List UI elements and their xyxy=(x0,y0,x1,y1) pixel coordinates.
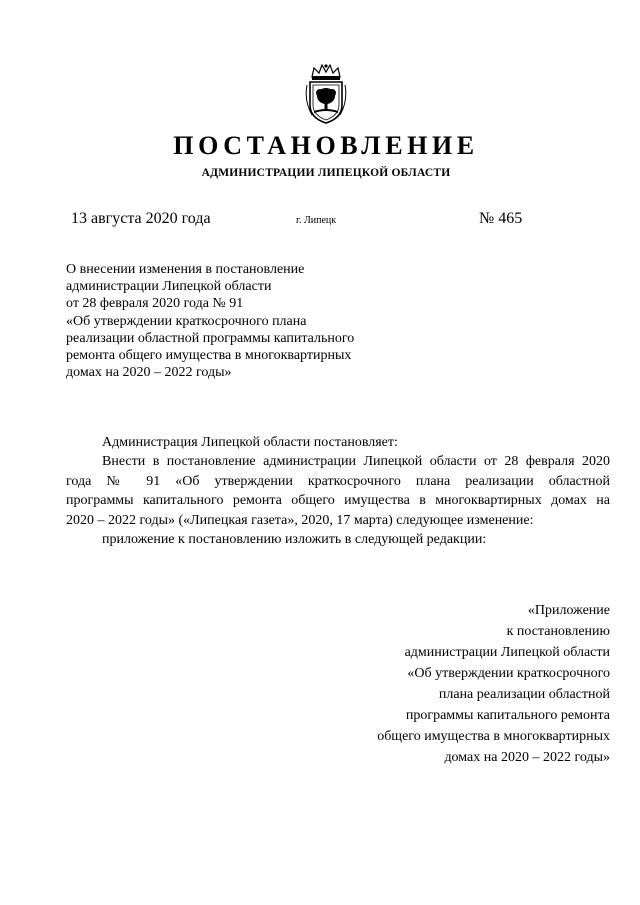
subject-line: от 28 февраля 2020 года № 91 xyxy=(66,296,244,312)
subject-line: ремонта общего имущества в многоквартирных xyxy=(66,348,352,364)
appendix-header xyxy=(320,600,610,768)
appendix-line: общего имущества в многоквартирных xyxy=(377,729,610,744)
subject-line: «Об утверждении краткосрочного плана xyxy=(66,313,307,329)
document-title: ПОСТАНОВЛЕНИЕ xyxy=(173,131,479,160)
document-date: 13 августа 2020 года xyxy=(71,210,211,227)
document-subject xyxy=(66,261,406,381)
appendix-line: программы капитального ремонта xyxy=(405,708,610,723)
document-city: г. Липецк xyxy=(296,215,337,226)
subject-line: О внесении изменения в постановление xyxy=(66,262,305,277)
appendix-line: к постановлению xyxy=(506,624,610,639)
body-paragraph-intro: Администрация Липецкой области постановляет: xyxy=(102,435,398,450)
appendix-line: администрации Липецкой области xyxy=(404,645,610,660)
lipetsk-coat-of-arms-icon xyxy=(304,63,348,125)
appendix-line: «Приложение xyxy=(527,603,610,618)
body-paragraph-line: года № 91 «Об утверждении краткосрочного плана реализации областной xyxy=(66,473,610,489)
appendix-line: домах на 2020 – 2022 годы» xyxy=(444,750,610,765)
appendix-line: плана реализации областной xyxy=(438,687,610,702)
body-paragraph-line: Внести в постановление администрации Липецкой области от 28 февраля 2020 xyxy=(102,454,610,470)
body-paragraph-line: программы капитального ремонта общего имущества в многоквартирных домах на xyxy=(66,493,610,509)
body-paragraph-appendix-note: приложение к постановлению изложить в следующей редакции: xyxy=(102,532,487,548)
subject-line: реализации областной программы капитального xyxy=(66,330,355,346)
subject-line: администрации Липецкой области xyxy=(66,279,272,295)
document-number: № 465 xyxy=(479,210,523,227)
subject-line: домах на 2020 – 2022 годы» xyxy=(66,365,232,381)
document-body xyxy=(66,433,610,549)
body-paragraph-line: 2020 – 2022 годы» («Липецкая газета», 2020, 17 марта) следующее изменение: xyxy=(66,512,534,528)
appendix-line: «Об утверждении краткосрочного xyxy=(407,666,610,681)
document-subtitle: АДМИНИСТРАЦИИ ЛИПЕЦКОЙ ОБЛАСТИ xyxy=(201,167,451,179)
